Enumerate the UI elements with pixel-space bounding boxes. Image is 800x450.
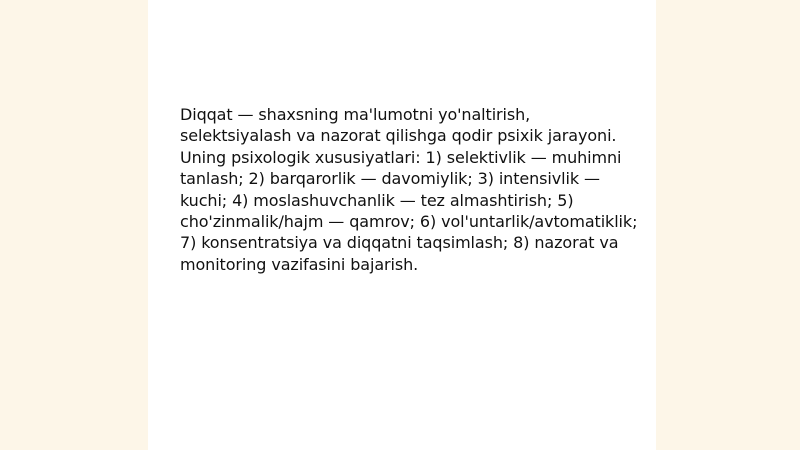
body-paragraph: Diqqat — shaxsning ma'lumotni yo'naltirish, selektsiyalash va nazorat qilishga qodir psixik jarayoni. Uning psixologik xususiyatlari: 1) selektivlik — muhimni tanlash; 2) barqarorlik — davomiylik; 3) intensivlik — kuchi; 4) moslashuvchanlik — tez almashtirish; 5) cho'zinmalik/hajm — qamrov; 6) vol'untarlik/avtomatiklik; 7) konsentratsiya va diqqatni taqsimlash; 8) nazorat va monitoring vazifasini bajarish.	[180, 105, 638, 274]
document-page	[148, 0, 656, 450]
